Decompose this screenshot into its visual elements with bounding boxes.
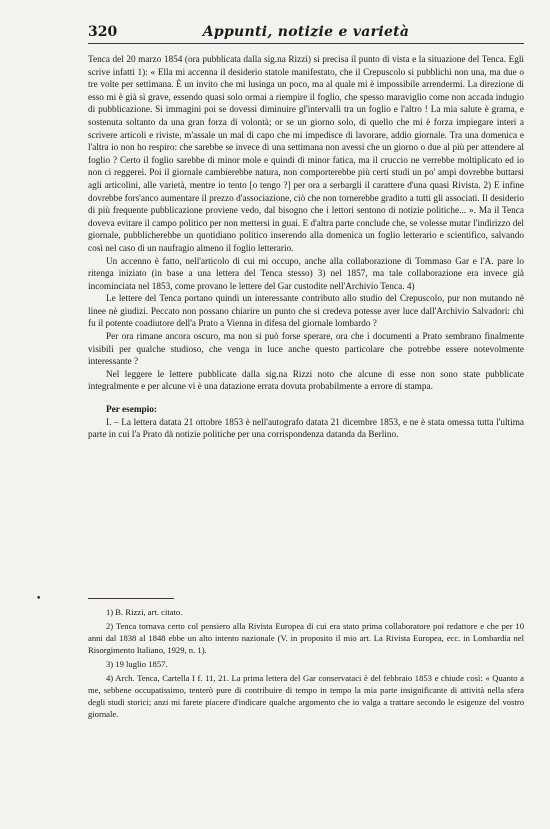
- main-text: [88, 54, 524, 442]
- paragraph-5: Nel leggere le lettere pubblicate dalla sig.na Rizzi noto che alcune di esse non sono state pubblicate integralmente e per alcune vi è una datazione errata dovuta probabilmente a errore di stampa.: [88, 369, 524, 393]
- footnote-3: 3) 19 luglio 1857.: [106, 659, 168, 669]
- header-rule: [88, 43, 524, 44]
- example-text: I. – La lettera datata 21 ottobre 1853 è nell'autografo datata 21 dicembre 1853, e ne è stata omessa tutta l'ultima parte in cui l'a Prato dà notizie politiche per una corrispondenza datanda da Berlino.: [88, 417, 524, 441]
- page-number: 320: [88, 24, 118, 40]
- example-heading: Per esempio:: [106, 405, 157, 416]
- paragraph-4: Per ora rimane ancora oscuro, ma non si può forse sperare, ora che i documenti a Prato sembrano finalmente visibili per qualche studioso, che venga in luce anche questo particolare che potrebbe essere notevolmente interessante ?: [88, 332, 524, 368]
- footnotes: [88, 606, 524, 720]
- paragraph-2: Un accenno è fatto, nell'articolo di cui mi occupo, anche alla collaborazione di Tommaso Gar e l'A. pare lo ritenga iniziato (in base a una lettera del Tenca stesso) 3) nel 1857, ma tale collaborazione era invece già incominciata nel 1853, come provano le lettere del Gar custodite nell'Archivio Tenca. 4): [88, 256, 524, 292]
- footnote-1: 1) B. Rizzi, art. citato.: [106, 607, 183, 617]
- paragraph-1: Tenca del 20 marzo 1854 (ora pubblicata dalla sig.na Rizzi) si precisa il punto di vista e la situazione del Tenca. Egli scrive infatti 1): « Ella mi accenna il desiderio statole manifestato, che il Crepuscolo si pubblichi non una, ma due o tre volte per settimana. È un invito che mi lusinga un poco, ma al quale mi è impossibile arrendermi. La direzione di esso mi è già sì grave, essendo quasi solo ormai a riempire il foglio, che spesso maraviglio come non accada indugio di pubblicazione. Si immagini poi se dovessi diminuire gl'intervalli tra un foglio e l'altro ! La mia salute è grama, e sostenuta soltanto da una gran forza di volontà; or se un giorno solo, di quello che mi è forza impiegare interi a scrivere articoli e riviste, m'assale un mal di capo che mi impedisce di lavorare, addio giornale. Tra una domenica e l'altra io non ho respiro: che sarebbe se invece di una settimana non avessi che un giorno o due al più per attendere al foglio ? Certo il foglio sarebbe di minor mole e quindi di minor fatica, ma il cruccio ne verrebbe moltiplicato ed io non ci reggerei. Poi il giornale cambierebbe natura, non comporterebbe più certi studi un po' ampi dovrebbe buttarsi agli articolini, alle varietà, mentre io tento [o tengo ?] per ora a serbargli il carattere d'una quasi Rivista. 2) E infine dovrebbe fors'anco aumentare il prezzo d'associazione, ciò che non tornerebbe gradito a tutti gli associati. Il desiderio di più frequente pubblicazione proviene vedo, dal bisogno che i lettori sentono di notizie politiche... ». Ma il Tenca doveva evitare il campo politico per non mettersi in guai. E d'altra parte conclude che, se volesse mutar l'indirizzo del giornale, pubblicherebbe un quotidiano politico inserendo alla domenica un foglio letterario e scientifico, salvando così nel caso di un naufragio almeno il foglio letterario.: [88, 55, 524, 254]
- footnote-2: 2) Tenca tornava certo col pensiero alla Rivista Europea di cui era stato prima collaboratore poi redattore e che per 10 anni dal 1838 al 1848 ebbe un alto intento nazionale (V. in proposito il mio art. La Rivista Europea, ecc. in Lombardia nel Risorgimento Italiano, 1929, n. 1).: [88, 621, 524, 655]
- paragraph-3: Le lettere del Tenca portano quindi un interessante contributo allo studio del Crepuscolo, pur non mutando nè linee nè giudizi. Peccato non possano chiarire un punto che si credeva potesse aver luce dall'Archivio Salvadori: chi fu il potente coadiutore dell'a Prato a Vienna in difesa del giornale lombardo ?: [88, 294, 524, 330]
- footnote-rule: [88, 598, 174, 599]
- margin-bullet: •: [36, 594, 42, 604]
- running-title: Appunti, notizie e varietà: [202, 24, 410, 40]
- footnote-4: 4) Arch. Tenca, Cartella I f. 11, 21. La prima lettera del Gar conservataci è del febbraio 1853 e chiude così: « Quanto a me, sebbene occupatissimo, tenterò pure di contribuire di tempo in tempo la mia parte insignificante di attività nella sfera degli studi storici; anzi mi farete piacere d'indicare qualche argomento che io valga a trattare secondo le esigenze del vostro giornale.: [88, 673, 524, 719]
